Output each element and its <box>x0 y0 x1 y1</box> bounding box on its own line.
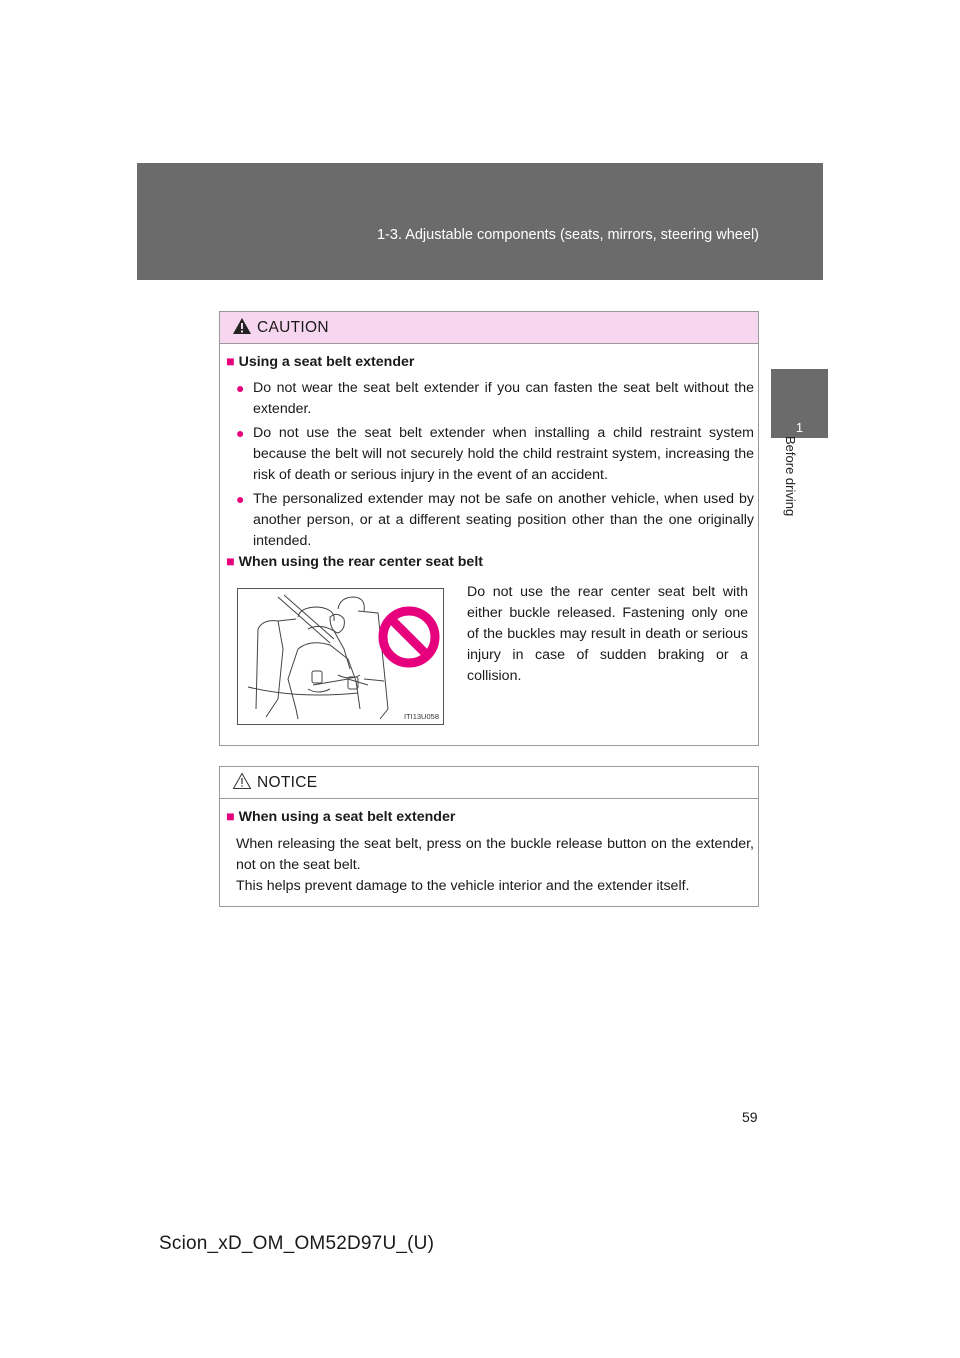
caution-box <box>219 311 759 746</box>
circle-bullet-icon: ● <box>236 491 245 507</box>
rear-seat-illustration <box>238 589 443 724</box>
list-item: ● The personalized extender may not be safe on another vehicle, when used by another person, or at a different seating position other than the one originally intended. <box>236 491 754 549</box>
section-heading <box>226 554 483 570</box>
section-heading <box>226 354 414 370</box>
circle-bullet-icon: ● <box>236 425 245 441</box>
chapter-title: 1-3. Adjustable components (seats, mirrors, steering wheel) <box>376 227 759 243</box>
square-bullet-icon: ■ <box>226 809 235 825</box>
figure-code: ITI13U058 <box>403 712 439 721</box>
square-bullet-icon: ■ <box>226 554 235 570</box>
chapter-tab <box>771 369 828 438</box>
notice-title: NOTICE <box>257 774 318 791</box>
warning-outline-icon <box>232 772 252 790</box>
caution-title: CAUTION <box>257 319 329 336</box>
document-code: Scion_xD_OM_OM52D97U_(U) <box>159 1233 435 1254</box>
section-heading-text: Using a seat belt extender <box>238 354 415 370</box>
chapter-label <box>768 436 828 546</box>
page-number: 59 <box>742 1109 758 1125</box>
chapter-label-text: Before driving <box>783 436 798 517</box>
square-bullet-icon: ■ <box>226 354 235 370</box>
circle-bullet-icon: ● <box>236 380 245 396</box>
list-item: ● Do not use the seat belt extender when installing a child restraint system because the belt will not securely hold the child restraint system, increasing the risk of death or serious injury in the event of an accident. <box>236 425 754 483</box>
page-header <box>137 163 823 280</box>
warning-icon <box>232 317 252 335</box>
caution-header <box>220 312 758 344</box>
seat-belt-illustration <box>237 588 444 725</box>
chapter-number: 1 <box>795 420 804 435</box>
notice-header <box>220 767 758 799</box>
section-heading-text: When using the rear center seat belt <box>238 554 483 570</box>
notice-text: When releasing the seat belt, press on the buckle release button on the extender, not on the seat belt. This helps prevent damage to the vehicle interior and the extender itself. <box>236 836 754 894</box>
notice-box <box>219 766 759 907</box>
rear-center-belt-text: Do not use the rear center seat belt with either buckle released. Fastening only one of the buckles may result in death or serious injury in case of sudden braking or a collision. <box>467 584 748 684</box>
section-heading-text: When using a seat belt extender <box>238 809 456 825</box>
list-item: ● Do not wear the seat belt extender if you can fasten the seat belt without the extender. <box>236 380 754 417</box>
section-heading <box>226 809 455 825</box>
